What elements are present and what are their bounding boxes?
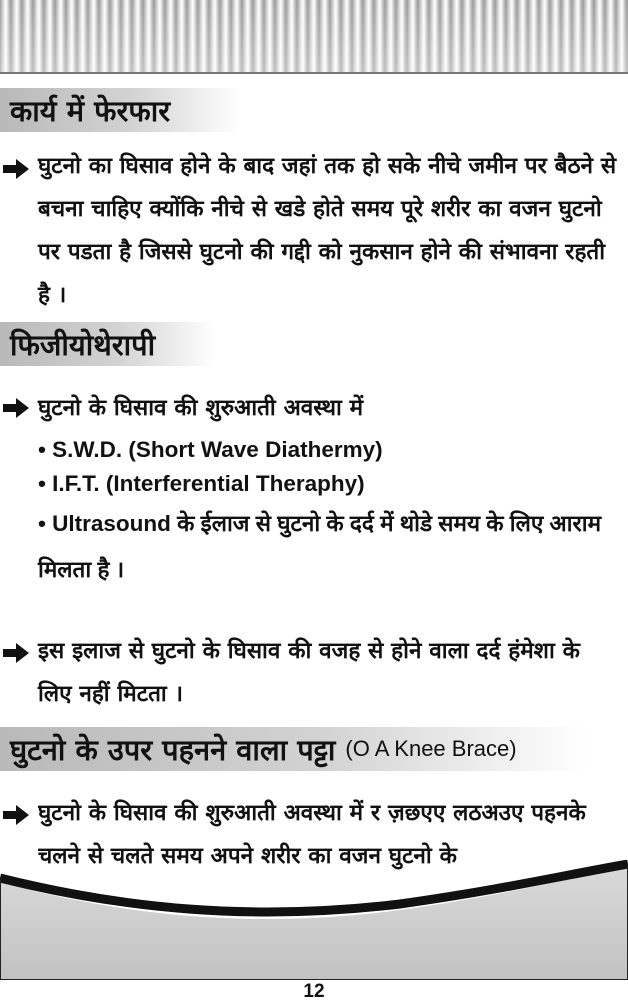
arrow-right-icon: [2, 397, 30, 419]
list-item: • Ultrasound के ईलाज से घुटनो के दर्द में थोडे समय के लिए आराम मिलता है ।: [38, 511, 602, 582]
section-heading-knee-brace: [0, 727, 590, 771]
page-number: 12: [303, 981, 325, 1002]
arrow-right-icon: [2, 642, 30, 664]
top-banner: [0, 0, 628, 74]
physio-lead-text: घुटनो के घिसाव की शुरुआती अवस्था में: [38, 395, 364, 421]
section-title-english: (O A Knee Brace): [345, 736, 517, 761]
list-item: • S.W.D. (Short Wave Diathermy): [38, 437, 383, 462]
arrow-right-icon: [2, 158, 30, 180]
section-heading-physiotherapy: [0, 322, 215, 366]
footer-wave-decoration: [0, 860, 628, 980]
section-paragraph: घुटनो का घिसाव होने के बाद जहां तक हो सके नीचे जमीन पर बैठने से बचना चाहिए क्योंकि नीचे से खडे होते समय पूरे शरीर का वजन घुटनो पर पडता है जिससे घुटनो की गद्दी को नुकसान होने की संभावना रहती है ।: [38, 153, 617, 308]
section-heading-work-changes: [0, 88, 240, 132]
knee-brace-paragraph: घुटनो के घिसाव की शुरुआती अवस्था में र ज़छएए लठअउए पहनके चलने से चलते समय अपने शरीर का वजन घुटनो के: [38, 800, 586, 869]
list-item: • I.F.T. (Interferential Theraphy): [38, 471, 365, 496]
arrow-right-icon: [2, 804, 30, 826]
physio-note: इस इलाज से घुटनो के घिसाव की वजह से होने वाला दर्द हंमेशा के लिए नहीं मिटता ।: [38, 638, 580, 707]
section-title: घुटनो के उपर पहनने वाला पट्टा: [10, 732, 336, 767]
section-title: फिजीयोथेरापी: [10, 327, 156, 362]
section-title: कार्य में फेरफार: [10, 93, 171, 128]
